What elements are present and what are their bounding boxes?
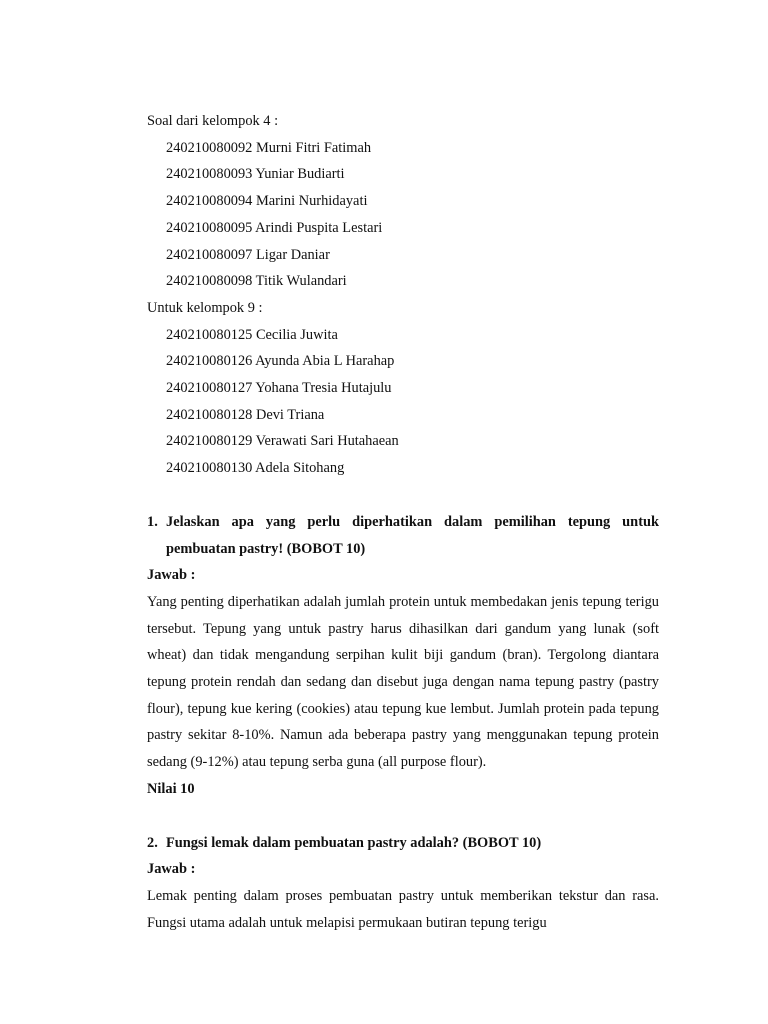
question-block — [147, 830, 659, 937]
member-line: 240210080128 Devi Triana — [166, 406, 325, 423]
question-text: Jelaskan apa yang perlu diperhatikan dalam pemilihan tepung untuk pembuatan pastry! (BOBOT 10) — [166, 513, 659, 557]
member-line: 240210080126 Ayunda Abia L Harahap — [166, 353, 395, 370]
answer-label: Jawab : — [147, 861, 196, 878]
question-block — [147, 509, 659, 803]
question-number: 1. — [147, 513, 158, 530]
spacer — [147, 482, 659, 509]
answer-text: Yang penting diperhatikan adalah jumlah protein untuk membedakan jenis tepung terigu tersebut. Tepung yang untuk pastry harus dihasilkan dari gandum yang lunak (soft wheat) dan tidak mengandung serpihan kulit biji gandum (bran). Tergolong diantara tepung protein rendah dan sedang dan disebut juga dengan nama tepung pastry (pastry flour), tepung kue kering (cookies) atau tepung kue lembut. Jumlah protein pada tepung pastry sekitar 8-10%. Namun ada beberapa pastry yang menggunakan tepung protein sedang (9-12%) atau tepung serba guna (all purpose flour). — [147, 593, 659, 771]
question-heading — [147, 509, 659, 562]
member-line: 240210080092 Murni Fitri Fatimah — [166, 139, 372, 156]
member-line: 240210080125 Cecilia Juwita — [166, 326, 338, 343]
member-line: 240210080094 Marini Nurhidayati — [166, 193, 368, 210]
question-text: Fungsi lemak dalam pembuatan pastry adalah? (BOBOT 10) — [166, 834, 542, 851]
member-line: 240210080097 Ligar Daniar — [166, 246, 330, 263]
member-line: 240210080098 Titik Wulandari — [166, 273, 347, 290]
answer-label: Jawab : — [147, 567, 196, 584]
member-line: 240210080130 Adela Sitohang — [166, 460, 345, 477]
answer-text: Lemak penting dalam proses pembuatan pastry untuk memberikan tekstur dan rasa. Fungsi utama adalah untuk melapisi permukaan butiran tepung terigu — [147, 887, 659, 931]
spacer — [147, 803, 659, 830]
score-label: Nilai 10 — [147, 780, 195, 797]
member-line: 240210080095 Arindi Puspita Lestari — [166, 219, 383, 236]
member-line: 240210080127 Yohana Tresia Hutajulu — [166, 380, 392, 397]
question-number: 2. — [147, 834, 158, 851]
member-line: 240210080093 Yuniar Budiarti — [166, 166, 345, 183]
member-line: 240210080129 Verawati Sari Hutahaean — [166, 433, 399, 450]
group-heading: Soal dari kelompok 4 : — [147, 113, 279, 129]
group-section — [147, 108, 659, 295]
question-heading — [147, 830, 659, 857]
group-section — [147, 295, 659, 482]
group-heading: Untuk kelompok 9 : — [147, 299, 263, 316]
